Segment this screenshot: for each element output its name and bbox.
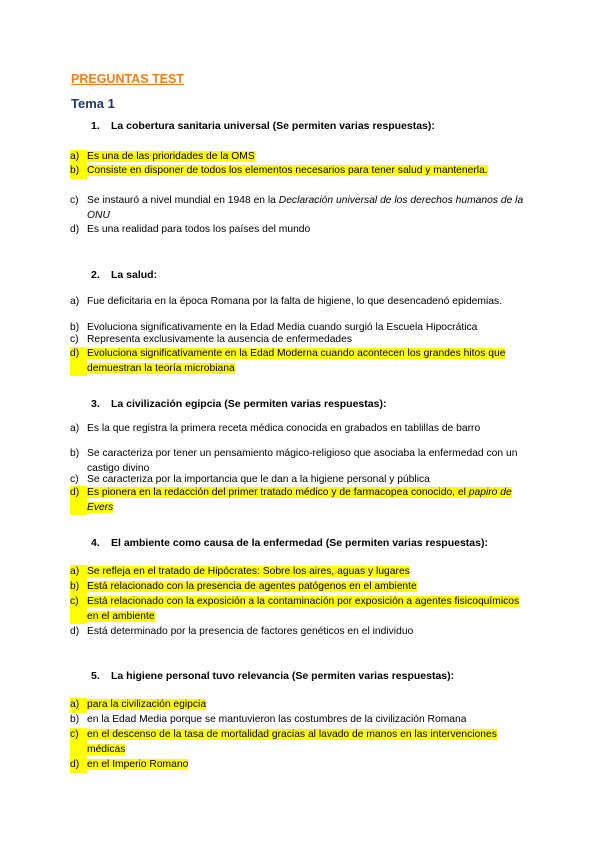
answer-letter: a) (70, 296, 80, 307)
answer-text: Se instauró a nivel mundial en 1948 en la (87, 195, 279, 206)
answer-5c (70, 728, 530, 757)
answer-italic-text: Declaración universal de los derechos humanos de la ONU (87, 195, 524, 221)
document-title: PREGUNTAS TEST (71, 72, 184, 86)
answer-letter: b) (70, 322, 80, 333)
answer-1c (70, 194, 530, 223)
question-number: 4. (91, 537, 100, 549)
answer-3b (70, 447, 530, 476)
answer-text: Está relacionado con la presencia de agentes patógenos en el ambiente (87, 581, 417, 592)
answer-4b (70, 580, 530, 595)
answer-2c (70, 333, 530, 348)
answer-text: Fue deficitaria en la época Romana por la falta de higiene, lo que desencadenó epidemias. (87, 296, 503, 307)
topic-heading: Tema 1 (71, 96, 115, 111)
question-number: 2. (91, 269, 100, 281)
answer-text: Evoluciona significativamente en la Edad Media cuando surgió la Escuela Hipocrática (87, 322, 478, 333)
answer-text: en el descenso de la tasa de mortalidad gracias al lavado de manos en las intervenciones médicas (87, 729, 497, 755)
answer-letter: d) (70, 486, 87, 515)
answer-text: Se caracteriza por la importancia que le dan a la higiene personal y pública (87, 474, 430, 485)
answer-5a (70, 698, 530, 713)
answer-3d (70, 486, 530, 515)
question-number: 5. (91, 670, 100, 682)
question-number: 1. (91, 120, 100, 132)
question-4 (91, 537, 488, 549)
answer-letter: d) (70, 626, 80, 637)
answer-letter: c) (70, 595, 87, 624)
question-1 (91, 120, 435, 132)
question-text: La cobertura sanitaria universal (Se permiten varias respuestas): (111, 120, 435, 132)
question-2 (91, 269, 157, 281)
answer-letter: d) (70, 224, 80, 235)
question-text: La civilización egipcia (Se permiten varias respuestas): (111, 398, 387, 410)
answer-text: Se caracteriza por tener un pensamiento mágico-religioso que asociaba la enfermedad con un castigo divino (87, 448, 518, 474)
answer-letter: c) (70, 195, 79, 206)
answer-letter: b) (70, 164, 87, 179)
answer-letter: b) (70, 448, 80, 459)
answer-text: Es pionera en la redacción del primer tratado médico y de farmacopea conocido, el (87, 487, 469, 498)
answer-text: Está determinado por la presencia de factores genéticos en el individuo (87, 626, 414, 637)
answer-letter: d) (70, 758, 87, 773)
answer-1b (70, 164, 530, 179)
answer-text: Evoluciona significativamente en la Edad Moderna cuando acontecen los grandes hitos que demuestran la teoría microbiana (87, 348, 506, 374)
answer-text: Consiste en disponer de todos los elementos necesarios para tener salud y mantenerla. (87, 165, 488, 176)
answer-letter: c) (70, 474, 79, 485)
question-5 (91, 670, 454, 682)
answer-text: Es una realidad para todos los países del mundo (87, 224, 311, 235)
answer-text: para la civilización egipcia (87, 699, 207, 710)
answer-1d (70, 223, 530, 238)
answer-letter: b) (70, 714, 80, 725)
question-3 (91, 398, 386, 410)
answer-letter: a) (70, 698, 87, 713)
answer-2d (70, 347, 530, 376)
question-text: La salud: (111, 269, 158, 281)
question-text: La higiene personal tuvo relevancia (Se permiten varias respuestas): (111, 670, 455, 682)
answer-2a (70, 295, 530, 310)
answer-text: en la Edad Media porque se mantuvieron las costumbres de la civilización Romana (87, 714, 467, 725)
answer-text: Está relacionado con la exposición a la contaminación por exposición a agentes fisicoquímicos en el ambiente (87, 596, 520, 622)
answer-text: Se refleja en el tratado de Hipócrates: Sobre los aires, aguas y lugares (87, 566, 410, 577)
question-number: 3. (91, 398, 100, 410)
answer-4c (70, 595, 530, 624)
answer-letter: c) (70, 334, 79, 345)
answer-italic-text: papiro de Evers (87, 487, 512, 513)
answer-1a (70, 150, 530, 165)
answer-4a (70, 565, 530, 580)
question-text: El ambiente como causa de la enfermedad (Se permiten varias respuestas): (111, 537, 488, 549)
answer-5d (70, 758, 530, 773)
answer-text: Es la que registra la primera receta médica conocida en grabados en tablillas de barro (87, 423, 481, 434)
answer-4d (70, 625, 530, 640)
answer-text: en el Imperio Romano (87, 759, 189, 770)
answer-5b (70, 713, 530, 728)
answer-letter: a) (70, 150, 87, 165)
answer-text: Es una de las prioridades de la OMS (87, 151, 255, 162)
answer-letter: a) (70, 423, 80, 434)
answer-text: Representa exclusivamente la ausencia de enfermedades (87, 334, 353, 345)
answer-3a (70, 422, 530, 437)
answer-letter: a) (70, 565, 87, 580)
answer-letter: c) (70, 728, 87, 757)
answer-letter: b) (70, 580, 87, 595)
answer-letter: d) (70, 347, 87, 376)
